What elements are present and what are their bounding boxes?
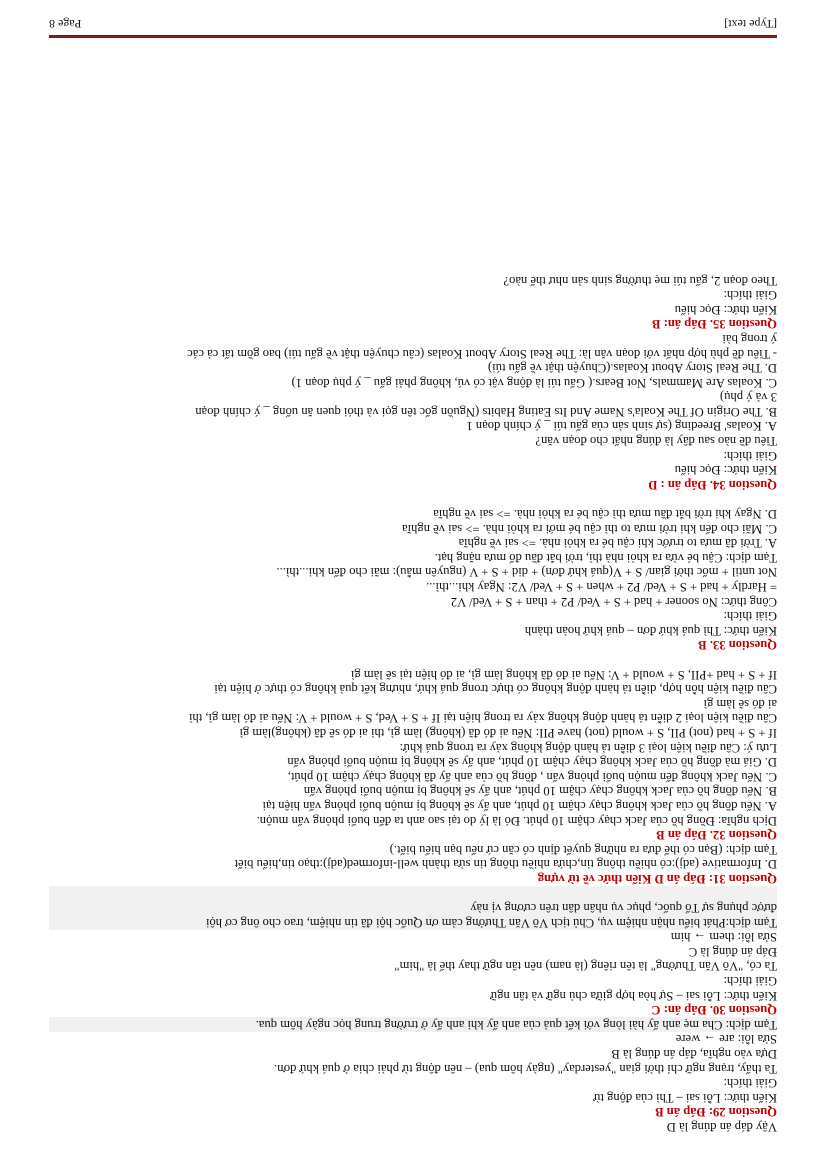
text-line: Kiến thức: Đọc hiểu [674, 302, 777, 317]
text-line: If + S + had +PII, S + would + V: Nếu ai đó đã không làm gì, ai đó hiện tại sẽ làm gì [350, 667, 777, 682]
text-line: Kiến thức: Đọc hiểu [674, 463, 777, 478]
text-line: C. Koalas Are Mammals, Not Bears.( Gấu túi là động vật có vú, không phải gấu _ ý phụ đoạn 1) [291, 375, 777, 390]
text-line: Ta thấy, trạng ngữ chỉ thời gian "yesterday" (ngày hôm qua) – nên động từ phải chia ở quá khứ đơn. [274, 1061, 777, 1076]
text-line: D. Ngay khi trời bắt đầu mưa thì cậu bé ra khỏi nhà. => sai về nghĩa [433, 507, 777, 522]
text-line: A. Koalas' Breeding (sự sinh sản của gấu túi _ ý chính đoạn 1 [466, 419, 777, 434]
page-footer [49, 17, 777, 38]
text-line: ý trong bài [722, 331, 777, 346]
text-line: Sửa lỗi: are → were [675, 1032, 777, 1047]
text-line: Sửa lỗi: them → him [670, 930, 777, 945]
text-line [49, 652, 777, 667]
question-heading: Question 30. Đáp án: C [651, 1003, 777, 1018]
question-heading: Question 29: Đáp án B [655, 1105, 777, 1120]
text-line: D. Giá mà đồng hồ của Jack không chạy chậm 10 phút, anh ấy sẽ không bị muộn buổi phỏng vấn [287, 755, 777, 770]
text-line: Giải thích: [723, 609, 777, 624]
text-line: B. Nếu đồng hồ của Jack không chạy chậm 10 phút, anh ấy sẽ không bị muộn buổi phỏng vấn [303, 784, 777, 799]
text-line: D. The Real Story About Koalas.(Chuyện thật về gấu túi) [487, 361, 777, 376]
question-heading: Question 35. Đáp án: B [652, 317, 777, 332]
text-line: Kiến thức: Thì quá khứ đơn – quá khứ hoàn thành [524, 623, 777, 638]
question-heading: Question 32. Đáp án B [656, 828, 777, 843]
text-line: If + S + had (not) PII, S + would (not) have PII: Nếu ai đó đã (không) làm gì, thì ai đó sẽ đã (không)làm gì [239, 725, 777, 740]
text-line: Giải thích: [723, 288, 777, 303]
text-line: Kiến thức: Lỗi sai – Sự hòa hợp giữa chủ ngữ và tân ngữ [490, 988, 777, 1003]
text-line: Đáp án đúng là C [688, 944, 777, 959]
text-line: Giải thích: [723, 1076, 777, 1091]
text-line: D. Informative (adj):có nhiều thông tin,chứa nhiều thông tin sửa thành well-informed(adj):thạo tin,hiểu biết [234, 857, 777, 872]
text-line: B. The Origin Of The Koala's Name And Its Eating Habits (Nguồn gốc tên gọi và thói quen ăn uống _ ý chính đoạn [195, 404, 777, 419]
text-line: = Hardly + had + S + Ved/ P2 + when + S + Ved/ V2: Ngay khi...thì... [426, 580, 777, 595]
text-line: Kiến thức: Lỗi sai – Thì của động từ [593, 1090, 777, 1105]
footer-type-text: [Type text] [724, 17, 777, 31]
text-line: Dịch nghĩa: Đồng hồ của Jack chạy chậm 10 phút. Đó là lý do tại sao anh ta đến buổi phỏng vấn muộn. [256, 813, 777, 828]
text-line: Câu điều kiện hỗn hợp, diễn tả hành động không có thực trong quá khứ, nhưng kết quả không có thực ở hiện tại [214, 682, 777, 697]
text-line: Giải thích: [723, 448, 777, 463]
text-line: Theo đoạn 2, gấu túi mẹ thường sinh sản như thế nào? [503, 273, 777, 288]
text-line: Giải thích: [723, 974, 777, 989]
text-line: Lưu ý: Câu điều kiện loại 3 diễn tả hành động không xảy ra trong quá khứ: [399, 740, 777, 755]
text-line: được phụng sự Tổ quốc, phục vụ nhân dân trên cương vị này [49, 901, 777, 916]
text-line: Công thức: No sooner + had + S + Ved/ P2 + than + S + Ved/ V2 [450, 594, 777, 609]
text-line: C. Mãi cho đến khi trời mưa to thì cậu bé mới ra khỏi nhà. => sai về nghĩa [401, 521, 777, 536]
footer-page-number: Page 8 [49, 17, 82, 31]
text-line: Tạm dịch: (Bạn có thể đưa ra những quyết định có căn cứ nếu bạn hiểu biết.) [389, 842, 777, 857]
text-line: Ta có, "Võ Văn Thưởng" là tên riêng (là nam) nên tân ngữ thay thế là "him" [394, 959, 777, 974]
text-line [49, 492, 777, 507]
text-line: Tạm dịch: Cha mẹ anh ấy hài lòng với kết quả của anh ấy khi anh ấy ở trường trung học ngày hôm qua. [49, 1017, 777, 1032]
text-line: ai đó sẽ làm gì [703, 696, 777, 711]
text-line: Tiêu đề nào sau đây là đúng nhất cho đoạn văn? [535, 434, 777, 449]
question-heading: Question 31: Đáp án D Kiến thức về từ vựng [537, 871, 777, 886]
text-line: Not until + mốc thời gian/ S + V(quá khứ đơn) + did + S + V (nguyên mẫu): mãi cho đến khi...thì... [276, 565, 777, 580]
text-line: A. Nếu đồng hồ của Jack không chạy chậm 10 phút, anh ấy sẽ không bị muộn buổi phỏng vấn hiện tại [262, 798, 777, 813]
question-heading: Question 34. Đáp án : D [648, 477, 777, 492]
text-line: A. Trời đã mưa to trước khi cậu bé ra khỏi nhà. => sai về nghĩa [458, 536, 777, 551]
text-line: Tạm dịch:Phát biểu nhận nhiệm vụ, Chủ tịch Võ Văn Thưởng cảm ơn Quốc hội đã tin nhiệm, trao cho ông cơ hội [49, 915, 777, 930]
text-line: C. Nếu Jack không đến muộn buổi phỏng vấn , đồng hồ của anh ấy đã không chạy chậm 10 phút, [287, 769, 777, 784]
text-line: - Tiêu đề phù hợp nhất với đoạn văn là: The Real Story About Koalas (câu chuyện thật về gấu túi) bao gồm tất cả các [187, 346, 777, 361]
text-line: Tạm dịch: Cậu bé vừa ra khỏi nhà thì, trời bắt đầu đổ mưa nặng hạt. [434, 550, 777, 565]
text-line [49, 886, 777, 901]
text-line: Vậy đáp án đúng là D [666, 1120, 777, 1134]
question-heading: Question 33. B [698, 638, 777, 653]
document-body [49, 273, 777, 1134]
text-line: Dựa vào nghĩa, đáp án đúng là B [611, 1047, 777, 1062]
text-line: Câu điều kiện loại 2 diễn tả hành động không xảy ra trong hiện tại If + S + Ved, S + would + V: Nếu ai đó làm gì, thì [188, 711, 777, 726]
text-line: 3 và ý phụ) [719, 390, 777, 405]
